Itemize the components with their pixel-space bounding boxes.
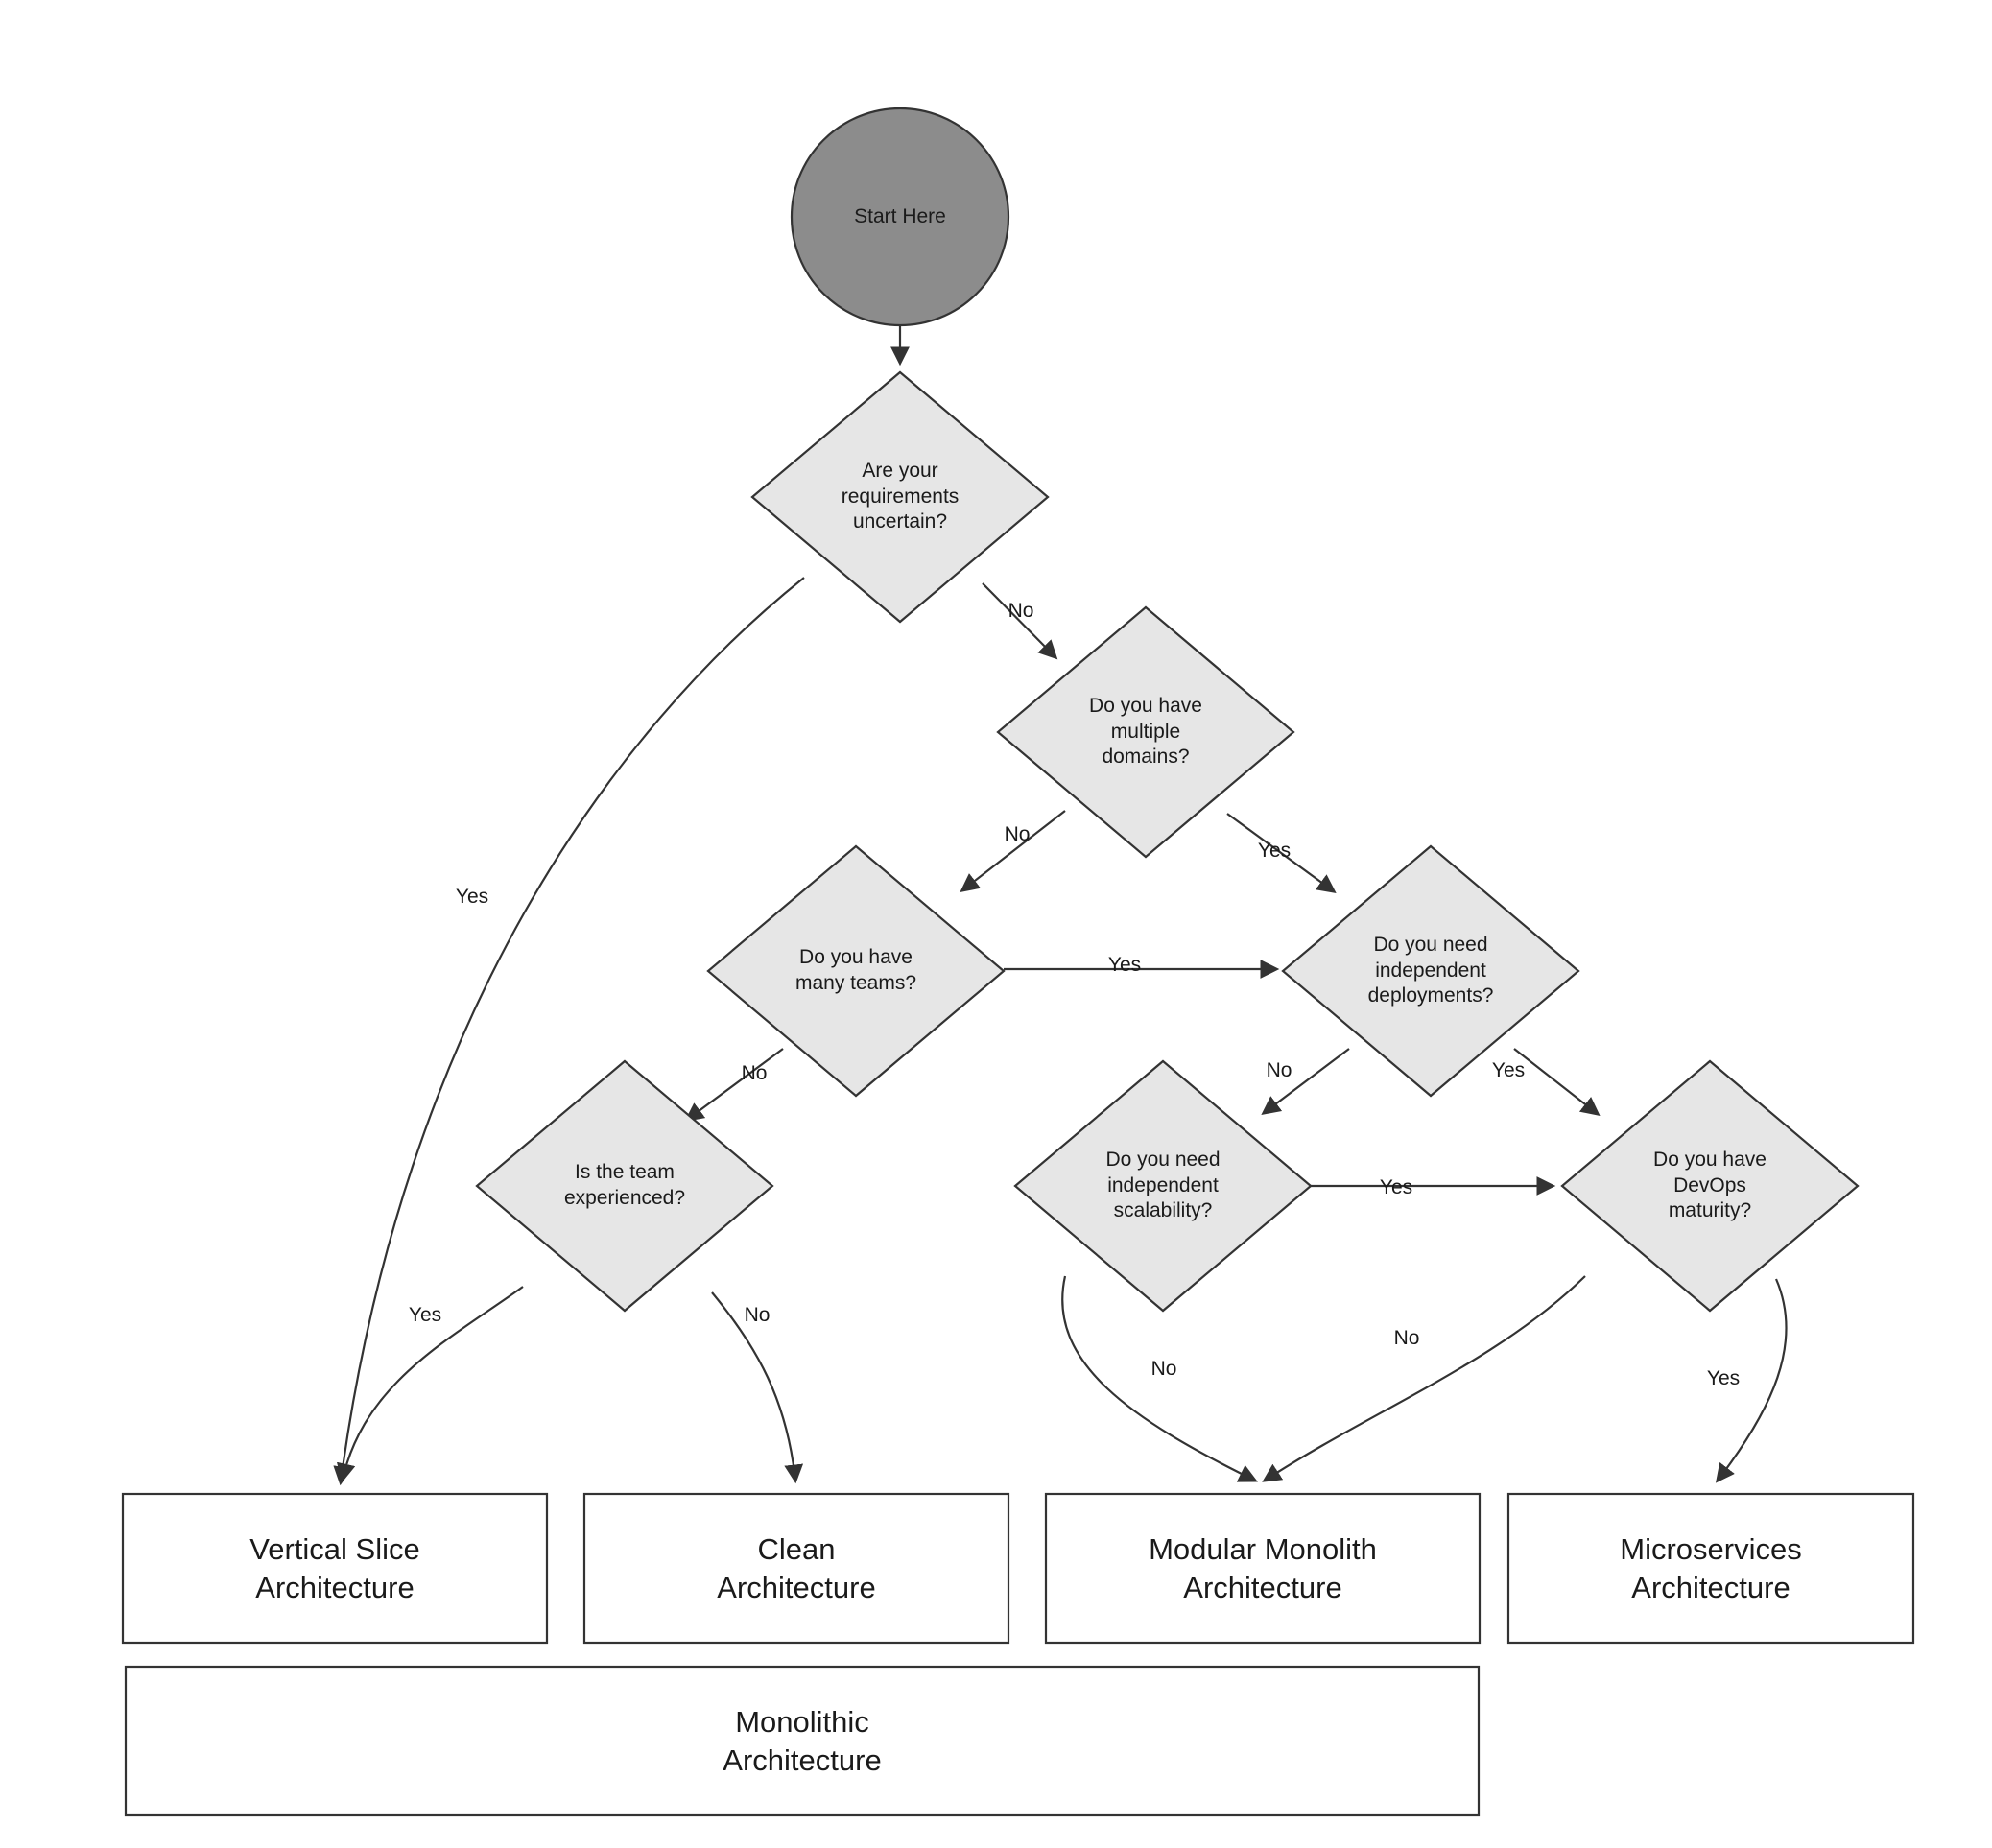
edge-d5-clean [712,1292,795,1481]
edge-layer [341,326,1787,1482]
edge-d4-d6 [1264,1049,1349,1113]
node-clean-architecture-label: Clean Architecture [717,1531,876,1604]
edge-label-d6-no: No [1150,1358,1177,1380]
edge-label-d1-yes: Yes [455,886,489,908]
node-team-experienced-label: Is the team experienced? [563,1161,686,1209]
node-team-experienced[interactable] [477,1061,772,1311]
node-clean-architecture[interactable] [584,1494,1008,1643]
edge-label-d2-yes: Yes [1257,840,1292,862]
node-vertical-slice-architecture[interactable] [123,1494,547,1643]
node-vertical-slice-architecture-label: Vertical Slice Architecture [249,1531,420,1604]
edge-label-d4-yes: Yes [1491,1059,1526,1081]
edge-label-d4-no: No [1266,1059,1292,1081]
node-monolithic-architecture-label: Monolithic Architecture [723,1704,882,1777]
edge-label-d6-yes: Yes [1379,1176,1413,1198]
edge-label-d3-no: No [741,1062,768,1084]
node-start-label: Start Here [854,204,946,227]
edge-d1-d2 [983,583,1055,657]
node-requirements-uncertain-label: Are your requirements uncertain? [841,459,960,533]
edge-label-d3-yes: Yes [1107,954,1142,976]
edge-label-d7-yes: Yes [1706,1367,1741,1389]
edge-d2-d4 [1227,814,1334,891]
edge-d3-d5 [687,1049,783,1120]
edge-d1-vertical-slice [341,578,804,1482]
edge-d2-d3 [962,811,1065,890]
edge-label-d5-no: No [744,1304,771,1326]
node-monolithic-architecture[interactable] [126,1667,1479,1815]
node-devops-maturity-label: Do you have DevOps maturity? [1653,1148,1767,1222]
node-microservices-architecture-label: Microservices Architecture [1620,1531,1802,1604]
edge-label-d7-no: No [1393,1327,1420,1349]
edge-d7-modular-monolith [1265,1276,1585,1481]
edge-d5-vertical-slice [343,1287,523,1480]
node-start[interactable] [792,108,1008,325]
edge-d4-d7 [1514,1049,1598,1114]
edge-d7-microservices [1718,1279,1787,1481]
node-multiple-domains-label: Do you have multiple domains? [1089,694,1202,769]
node-modular-monolith-architecture[interactable] [1046,1494,1480,1643]
node-independent-deployments[interactable] [1283,846,1578,1096]
node-independent-deployments-label: Do you need independent deployments? [1367,933,1494,1007]
node-many-teams-label: Do you have many teams? [794,946,917,994]
edge-label-d1-no: No [1008,600,1034,622]
node-microservices-architecture[interactable] [1508,1494,1913,1643]
node-layer [123,108,1913,1815]
node-modular-monolith-architecture-label: Modular Monolith Architecture [1149,1531,1377,1604]
edge-label-d2-no: No [1004,823,1031,845]
node-independent-scalability-label: Do you need independent scalability? [1105,1148,1221,1222]
edge-label-d5-yes: Yes [408,1304,442,1326]
node-devops-maturity[interactable] [1562,1061,1858,1311]
node-many-teams[interactable] [708,846,1004,1096]
node-independent-scalability[interactable] [1015,1061,1311,1311]
